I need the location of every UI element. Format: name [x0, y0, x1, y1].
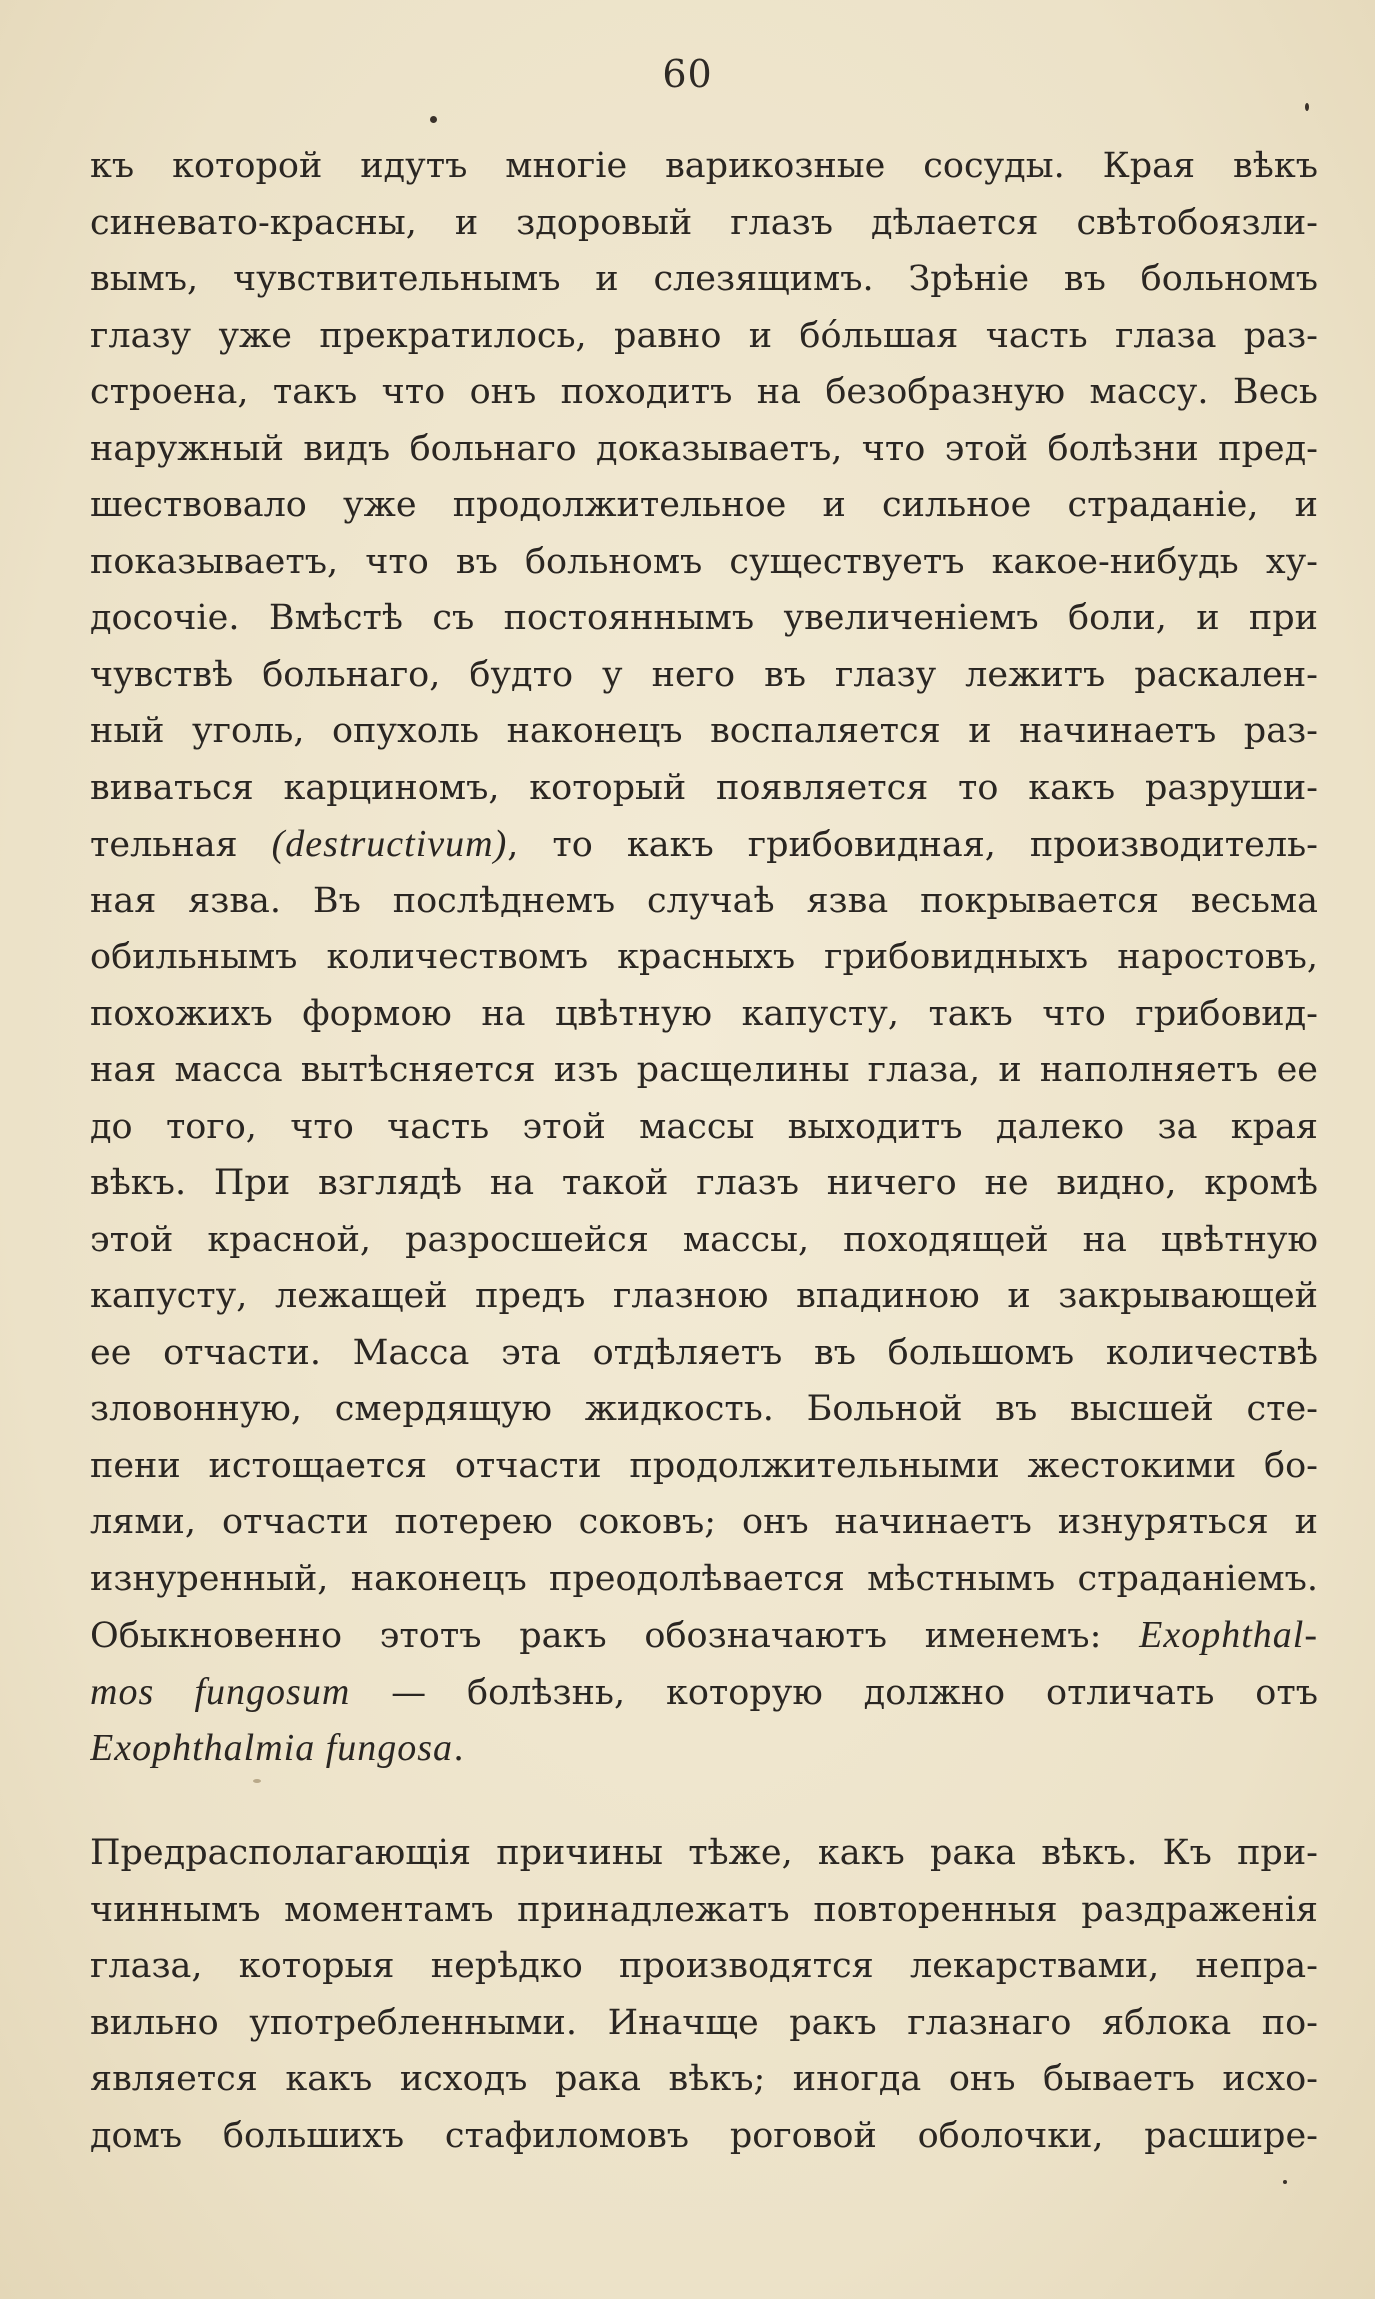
- text-line: капусту, лежащей предъ глазною впадиною и закрывающей: [90, 1276, 1318, 1316]
- text-line: изнуренный, наконецъ преодолѣвается мѣстнымъ страданіемъ.: [90, 1558, 1318, 1599]
- text-line: чиннымъ моментамъ принадлежатъ повторенныя раздраженія: [90, 1889, 1318, 1930]
- text-line: вымъ, чувствительнымъ и слезящимъ. Зрѣніе въ больномъ: [90, 259, 1318, 299]
- text-line: тельная (destructivum), то какъ грибовидная, производитель-: [90, 823, 1318, 865]
- text-line: показываетъ, что въ больномъ существуетъ какое-нибудь ху-: [90, 541, 1318, 582]
- text-line: до того, что часть этой массы выходитъ далеко за края: [90, 1106, 1318, 1147]
- text-line: Предрасполагающія причины тѣже, какъ рака вѣкъ. Къ при-: [90, 1833, 1318, 1873]
- text-line: зловонную, смердящую жидкость. Больной въ высшей сте-: [90, 1389, 1318, 1429]
- latin-term: mos fungosum: [90, 1670, 351, 1713]
- page-number: 60: [662, 52, 713, 96]
- latin-term: (destructivum): [271, 823, 508, 865]
- text-line: наружный видъ больнаго доказываетъ, что этой болѣзни пред-: [90, 428, 1318, 469]
- text-line: синевато-красны, и здоровый глазъ дѣлается свѣтобоязли-: [90, 202, 1318, 243]
- text-line: ее отчасти. Масса эта отдѣляетъ въ большомъ количествѣ: [90, 1332, 1318, 1373]
- text-line: домъ большихъ стафиломовъ роговой оболочки, расшире-: [90, 2115, 1318, 2156]
- text-line: ная масса вытѣсняется изъ расщелины глаза, и наполняетъ ее: [90, 1050, 1318, 1090]
- text-line: строена, такъ что онъ походитъ на безобразную массу. Весь: [90, 372, 1318, 412]
- text-line: шествовало уже продолжительное и сильное страданіе, и: [90, 485, 1318, 525]
- ink-speck: [430, 116, 437, 123]
- text-line: пени истощается отчасти продолжительными жестокими бо-: [90, 1445, 1318, 1486]
- text-line: глазу уже прекратилось, равно и бо́льшая часть глаза раз-: [90, 315, 1318, 356]
- text-line: mos fungosum — болѣзнь, которую должно отличать отъ: [90, 1670, 1318, 1713]
- text-line: этой красной, разросшейся массы, походящей на цвѣтную: [90, 1219, 1318, 1260]
- paragraph-1: [90, 138, 1318, 1777]
- ink-speck: [253, 1779, 261, 1783]
- latin-term: Exophthal-: [1139, 1614, 1318, 1656]
- text-line: досочіе. Вмѣстѣ съ постояннымъ увеличеніемъ боли, и при: [90, 598, 1318, 638]
- text-line: чувствѣ больнаго, будто у него въ глазу лежитъ раскален-: [90, 654, 1318, 695]
- ink-speck: [1283, 2180, 1287, 2184]
- text-line: вильно употребленными. Иначще ракъ глазнаго яблока по-: [90, 2002, 1318, 2043]
- text-line: ный уголь, опухоль наконецъ воспаляется и начинаетъ раз-: [90, 711, 1318, 751]
- text-line: къ которой идутъ многіе варикозные сосуды. Края вѣкъ: [90, 146, 1318, 186]
- latin-term: Exophthalmia fungosa: [90, 1727, 454, 1769]
- text-line: ная язва. Въ послѣднемъ случаѣ язва покрывается весьма: [90, 880, 1318, 921]
- text-line: похожихъ формою на цвѣтную капусту, такъ что грибовид-: [90, 993, 1318, 1034]
- text-line: вѣкъ. При взглядѣ на такой глазъ ничего не видно, кромѣ: [90, 1163, 1318, 1203]
- text-line: глаза, которыя нерѣдко производятся лекарствами, непра-: [90, 1946, 1318, 1986]
- text-line: виваться карциномъ, который появляется то какъ разруши-: [90, 767, 1318, 808]
- text-line: Exophthalmia fungosa.: [90, 1727, 465, 1769]
- text-line: является какъ исходъ рака вѣкъ; иногда онъ бываетъ исхо-: [90, 2059, 1318, 2099]
- paragraph-2: [90, 1825, 1318, 2164]
- text-line: лями, отчасти потерею соковъ; онъ начинаетъ изнуряться и: [90, 1502, 1318, 1542]
- ink-speck: [1305, 103, 1309, 111]
- text-line: Обыкновенно этотъ ракъ обозначаютъ именемъ: Exophthal-: [90, 1614, 1318, 1656]
- text-line: обильнымъ количествомъ красныхъ грибовидныхъ наростовъ,: [90, 937, 1318, 977]
